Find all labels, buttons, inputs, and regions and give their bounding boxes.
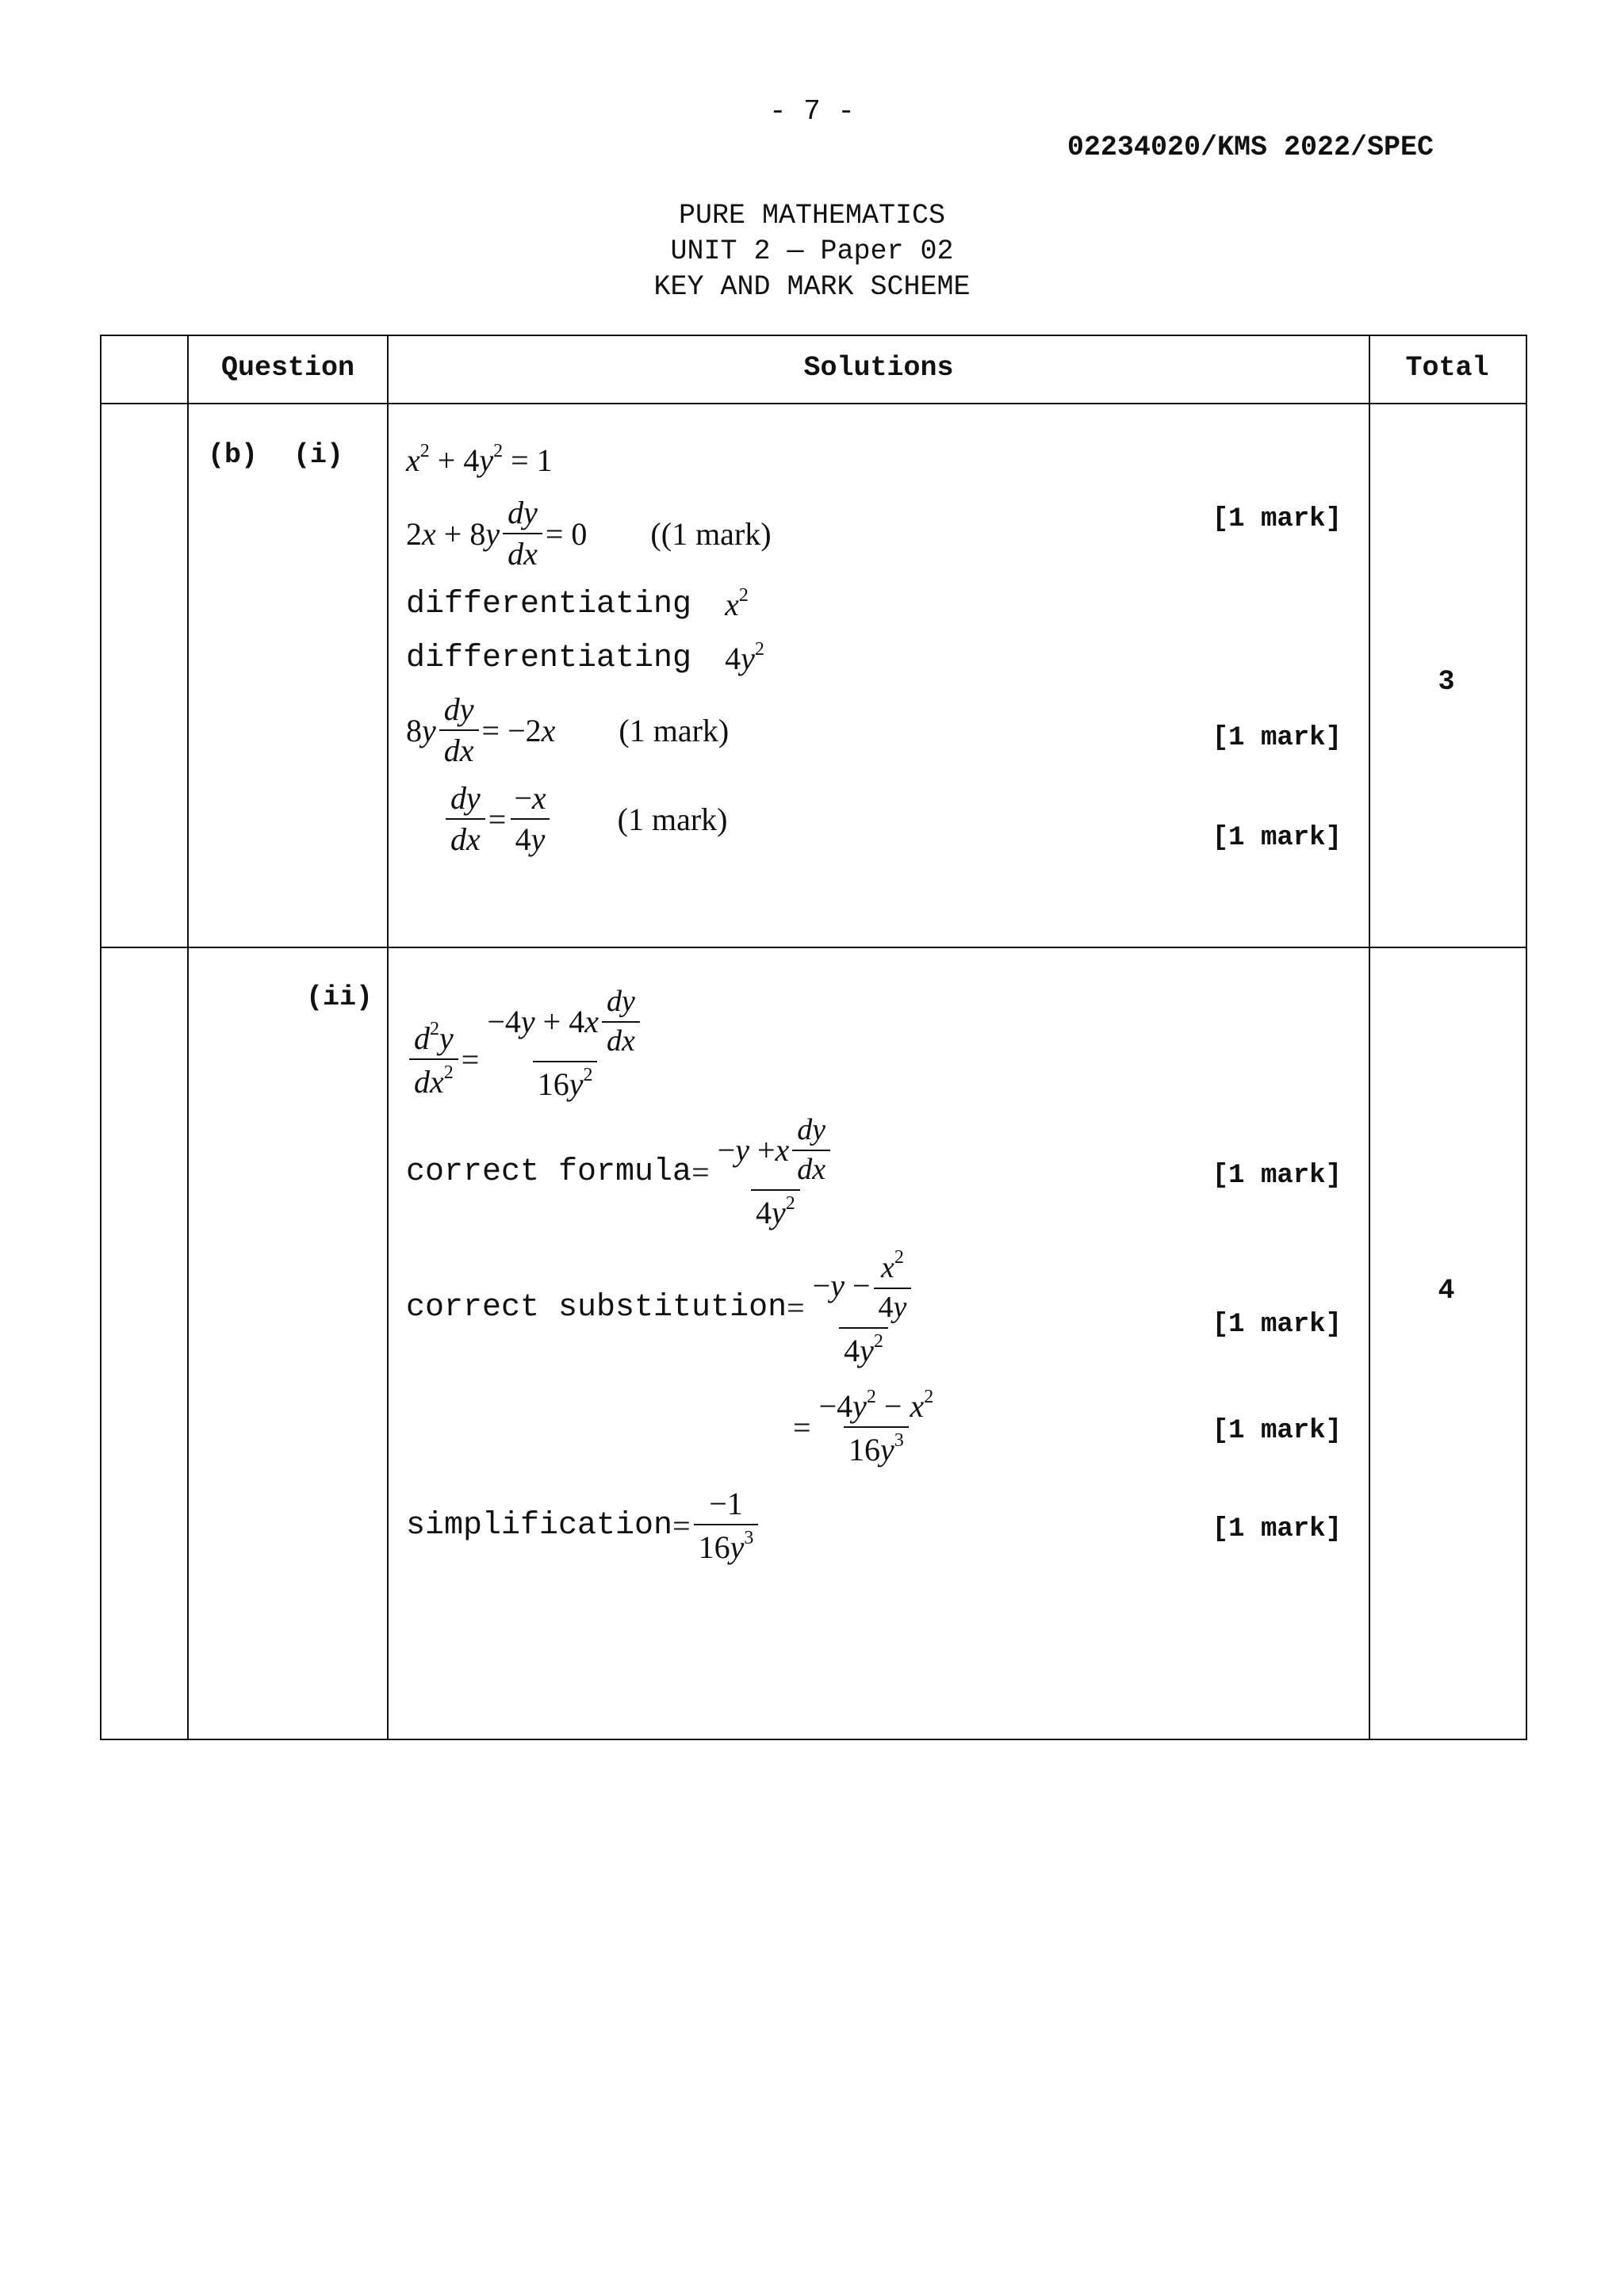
note-differentiating-x2: differentiating $x^2$ (406, 585, 749, 622)
row-divider (100, 947, 1527, 948)
column-divider (1369, 335, 1370, 1740)
total-column-header: Total (1405, 352, 1489, 384)
mark-award: [1 mark] (1212, 504, 1342, 534)
equation-rearranged: 8 y $\frac{dy}{dx}$ = −2 x (1 mark) (406, 691, 730, 768)
note-differentiating-4y2: differentiating $4y^2$ (406, 639, 764, 676)
equation-correct-substitution: correct substitution = − y − $\frac{x^2}{4y}$ $4y^2$ (406, 1248, 922, 1368)
page-number: - 7 - (768, 95, 856, 128)
mark-award: [1 mark] (1212, 1161, 1342, 1191)
equation-second-derivative: $\frac{d^2y}{dx^2}$ = −4 y + 4 x $\frac{dy}{dx}$ $16y^2$ (406, 986, 651, 1101)
table-right-border (1526, 335, 1527, 1740)
table-bottom-border (100, 1739, 1527, 1740)
equation-ellipse: $x^2 + 4y^2 = 1$ (406, 441, 553, 478)
document-code: 02234020/KMS 2022/SPEC (1067, 132, 1434, 163)
unit-paper-title: UNIT 2 — Paper 02 (670, 235, 954, 267)
column-divider (387, 335, 389, 1740)
one-mark-note: (1 mark) (661, 515, 772, 552)
mark-award: [1 mark] (1212, 1416, 1342, 1446)
table-left-border (100, 335, 102, 1740)
subject-title: PURE MATHEMATICS (678, 200, 946, 232)
question-part-b-label: (b) (208, 439, 259, 471)
table-top-border (100, 335, 1527, 336)
mark-scheme-title: KEY AND MARK SCHEME (653, 271, 971, 303)
solutions-column-header: Solutions (803, 352, 954, 384)
question-subpart-ii-label: (ii) (306, 982, 373, 1013)
question-subpart-i-label: (i) (293, 439, 344, 471)
equation-implicit-derivative: 2 x + 8 y $\frac{dy}{dx}$ = 0 ( (1 mark) (406, 495, 772, 572)
equation-dydx-result: $\frac{dy}{dx}$ = $\frac{-x}{4y}$ (1 mark) (442, 782, 727, 856)
mark-award: [1 mark] (1212, 1514, 1342, 1544)
equation-simplification: simplification = $\frac{-1}{16y^3}$ (406, 1487, 761, 1564)
equation-correct-formula: correct formula = − y + x $\frac{dy}{dx}$ $4y^2$ (406, 1115, 841, 1230)
header-bottom-border (100, 403, 1527, 404)
total-part-ii: 4 (1438, 1275, 1455, 1307)
mark-award: [1 mark] (1212, 823, 1342, 853)
equation-combined-fraction: = $\frac{-4y^2 - x^2}{16y^3}$ (793, 1387, 934, 1468)
mark-award: [1 mark] (1212, 723, 1342, 753)
column-divider (187, 335, 189, 1740)
question-column-header: Question (220, 352, 355, 384)
mark-award: [1 mark] (1212, 1310, 1342, 1340)
total-part-i: 3 (1438, 666, 1455, 698)
